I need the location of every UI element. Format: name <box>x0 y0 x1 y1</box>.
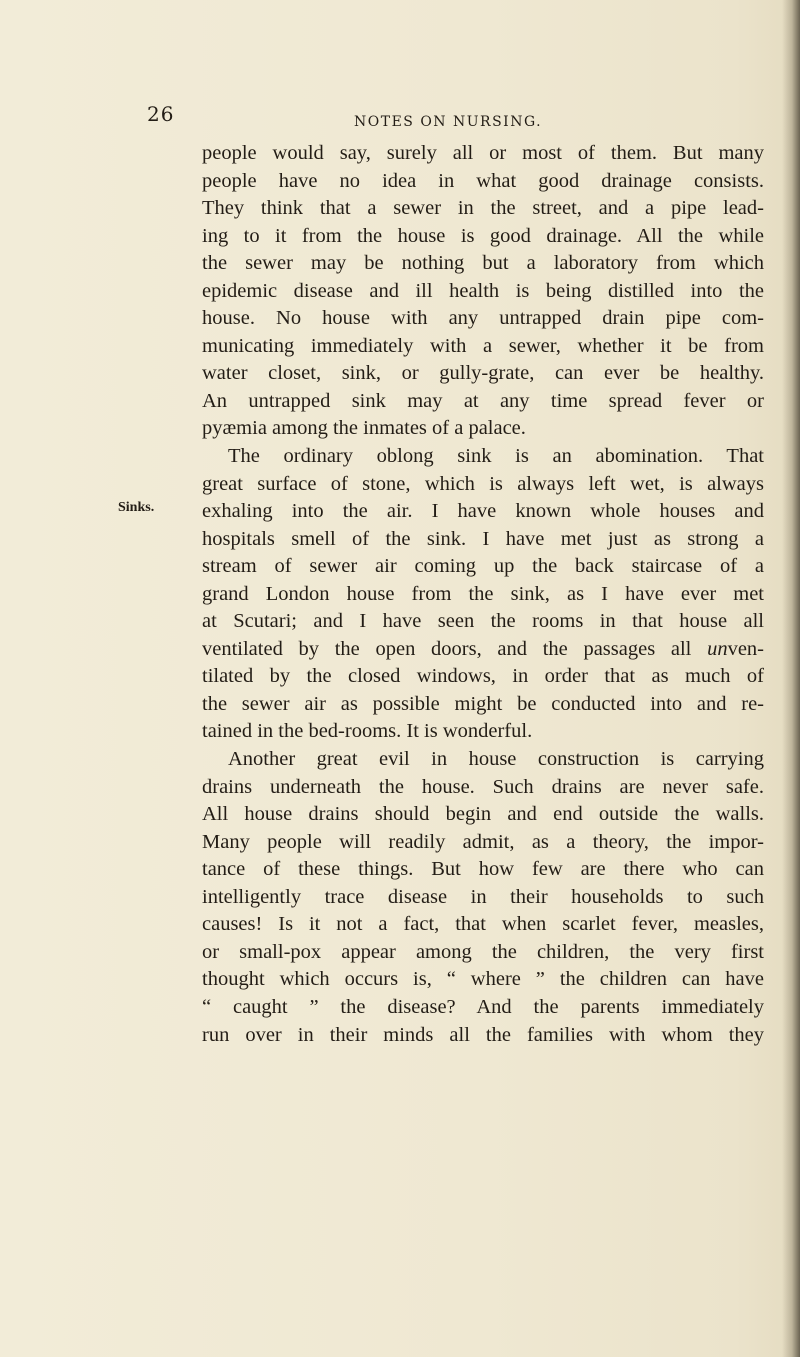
running-head: NOTES ON NURSING. <box>354 114 543 130</box>
body-text <box>202 140 764 1049</box>
text-line: An untrapped sink may at any time spread fever or <box>202 389 764 412</box>
text-line: at Scutari; and I have seen the rooms in that house all <box>202 610 764 633</box>
text-line: Another great evil in house construction is carrying <box>228 748 764 771</box>
page-number: 26 <box>147 102 175 126</box>
italic-emphasis: un <box>707 637 728 660</box>
text-line: exhaling into the air. I have known whole houses and <box>202 500 764 523</box>
text-line: They think that a sewer in the street, and a pipe lead- <box>202 197 764 220</box>
text-line: people would say, surely all or most of them. But many <box>202 142 764 164</box>
text-line: hospitals smell of the sink. I have met just as strong a <box>202 527 764 550</box>
text-line: water closet, sink, or gully-grate, can ever be healthy. <box>202 362 764 385</box>
text-line: tained in the bed-rooms. It is wonderful. <box>202 720 533 743</box>
text-line: causes! Is it not a fact, that when scarlet fever, measles, <box>202 913 764 936</box>
text-line: or small-pox appear among the children, the very first <box>202 940 764 963</box>
text-line: tance of these things. But how few are there who can <box>202 858 764 881</box>
text-line: great surface of stone, which is always left wet, is always <box>202 472 764 495</box>
text-line: intelligently trace disease in their households to such <box>202 885 764 908</box>
margin-note-sinks: Sinks. <box>118 500 155 515</box>
page-edge-shadow <box>782 0 800 1357</box>
text-line: thought which occurs is, “ where ” the children can have <box>202 968 764 991</box>
text-line: drains underneath the house. Such drains are never safe. <box>202 775 764 798</box>
text-line: All house drains should begin and end outside the walls. <box>202 803 764 826</box>
text-line: people have no idea in what good drainage consists. <box>202 169 764 192</box>
text-line: house. No house with any untrapped drain pipe com- <box>202 307 764 330</box>
line-text-suffix: ven- <box>727 637 764 660</box>
text-line: The ordinary oblong sink is an abomination. That <box>228 445 764 468</box>
text-line: stream of sewer air coming up the back staircase of a <box>202 555 764 578</box>
text-line: municating immediately with a sewer, whether it be from <box>202 334 764 357</box>
text-line: the sewer may be nothing but a laboratory from which <box>202 252 764 275</box>
text-line: grand London house from the sink, as I have ever met <box>202 582 764 605</box>
text-line: the sewer air as possible might be conducted into and re- <box>202 692 764 715</box>
line-text: ventilated by the open doors, and the passages all <box>202 637 708 660</box>
text-line: Many people will readily admit, as a theory, the impor- <box>202 830 764 853</box>
text-line: tilated by the closed windows, in order that as much of <box>202 665 764 688</box>
text-line: epidemic disease and ill health is being distilled into the <box>202 279 764 302</box>
text-line: “ caught ” the disease? And the parents immediately <box>202 995 764 1018</box>
text-line: pyæmia among the inmates of a palace. <box>202 417 526 440</box>
text-line-with-emphasis <box>202 636 764 664</box>
text-line: ing to it from the house is good drainage. All the while <box>202 224 764 247</box>
text-line: run over in their minds all the families with whom they <box>202 1023 764 1046</box>
